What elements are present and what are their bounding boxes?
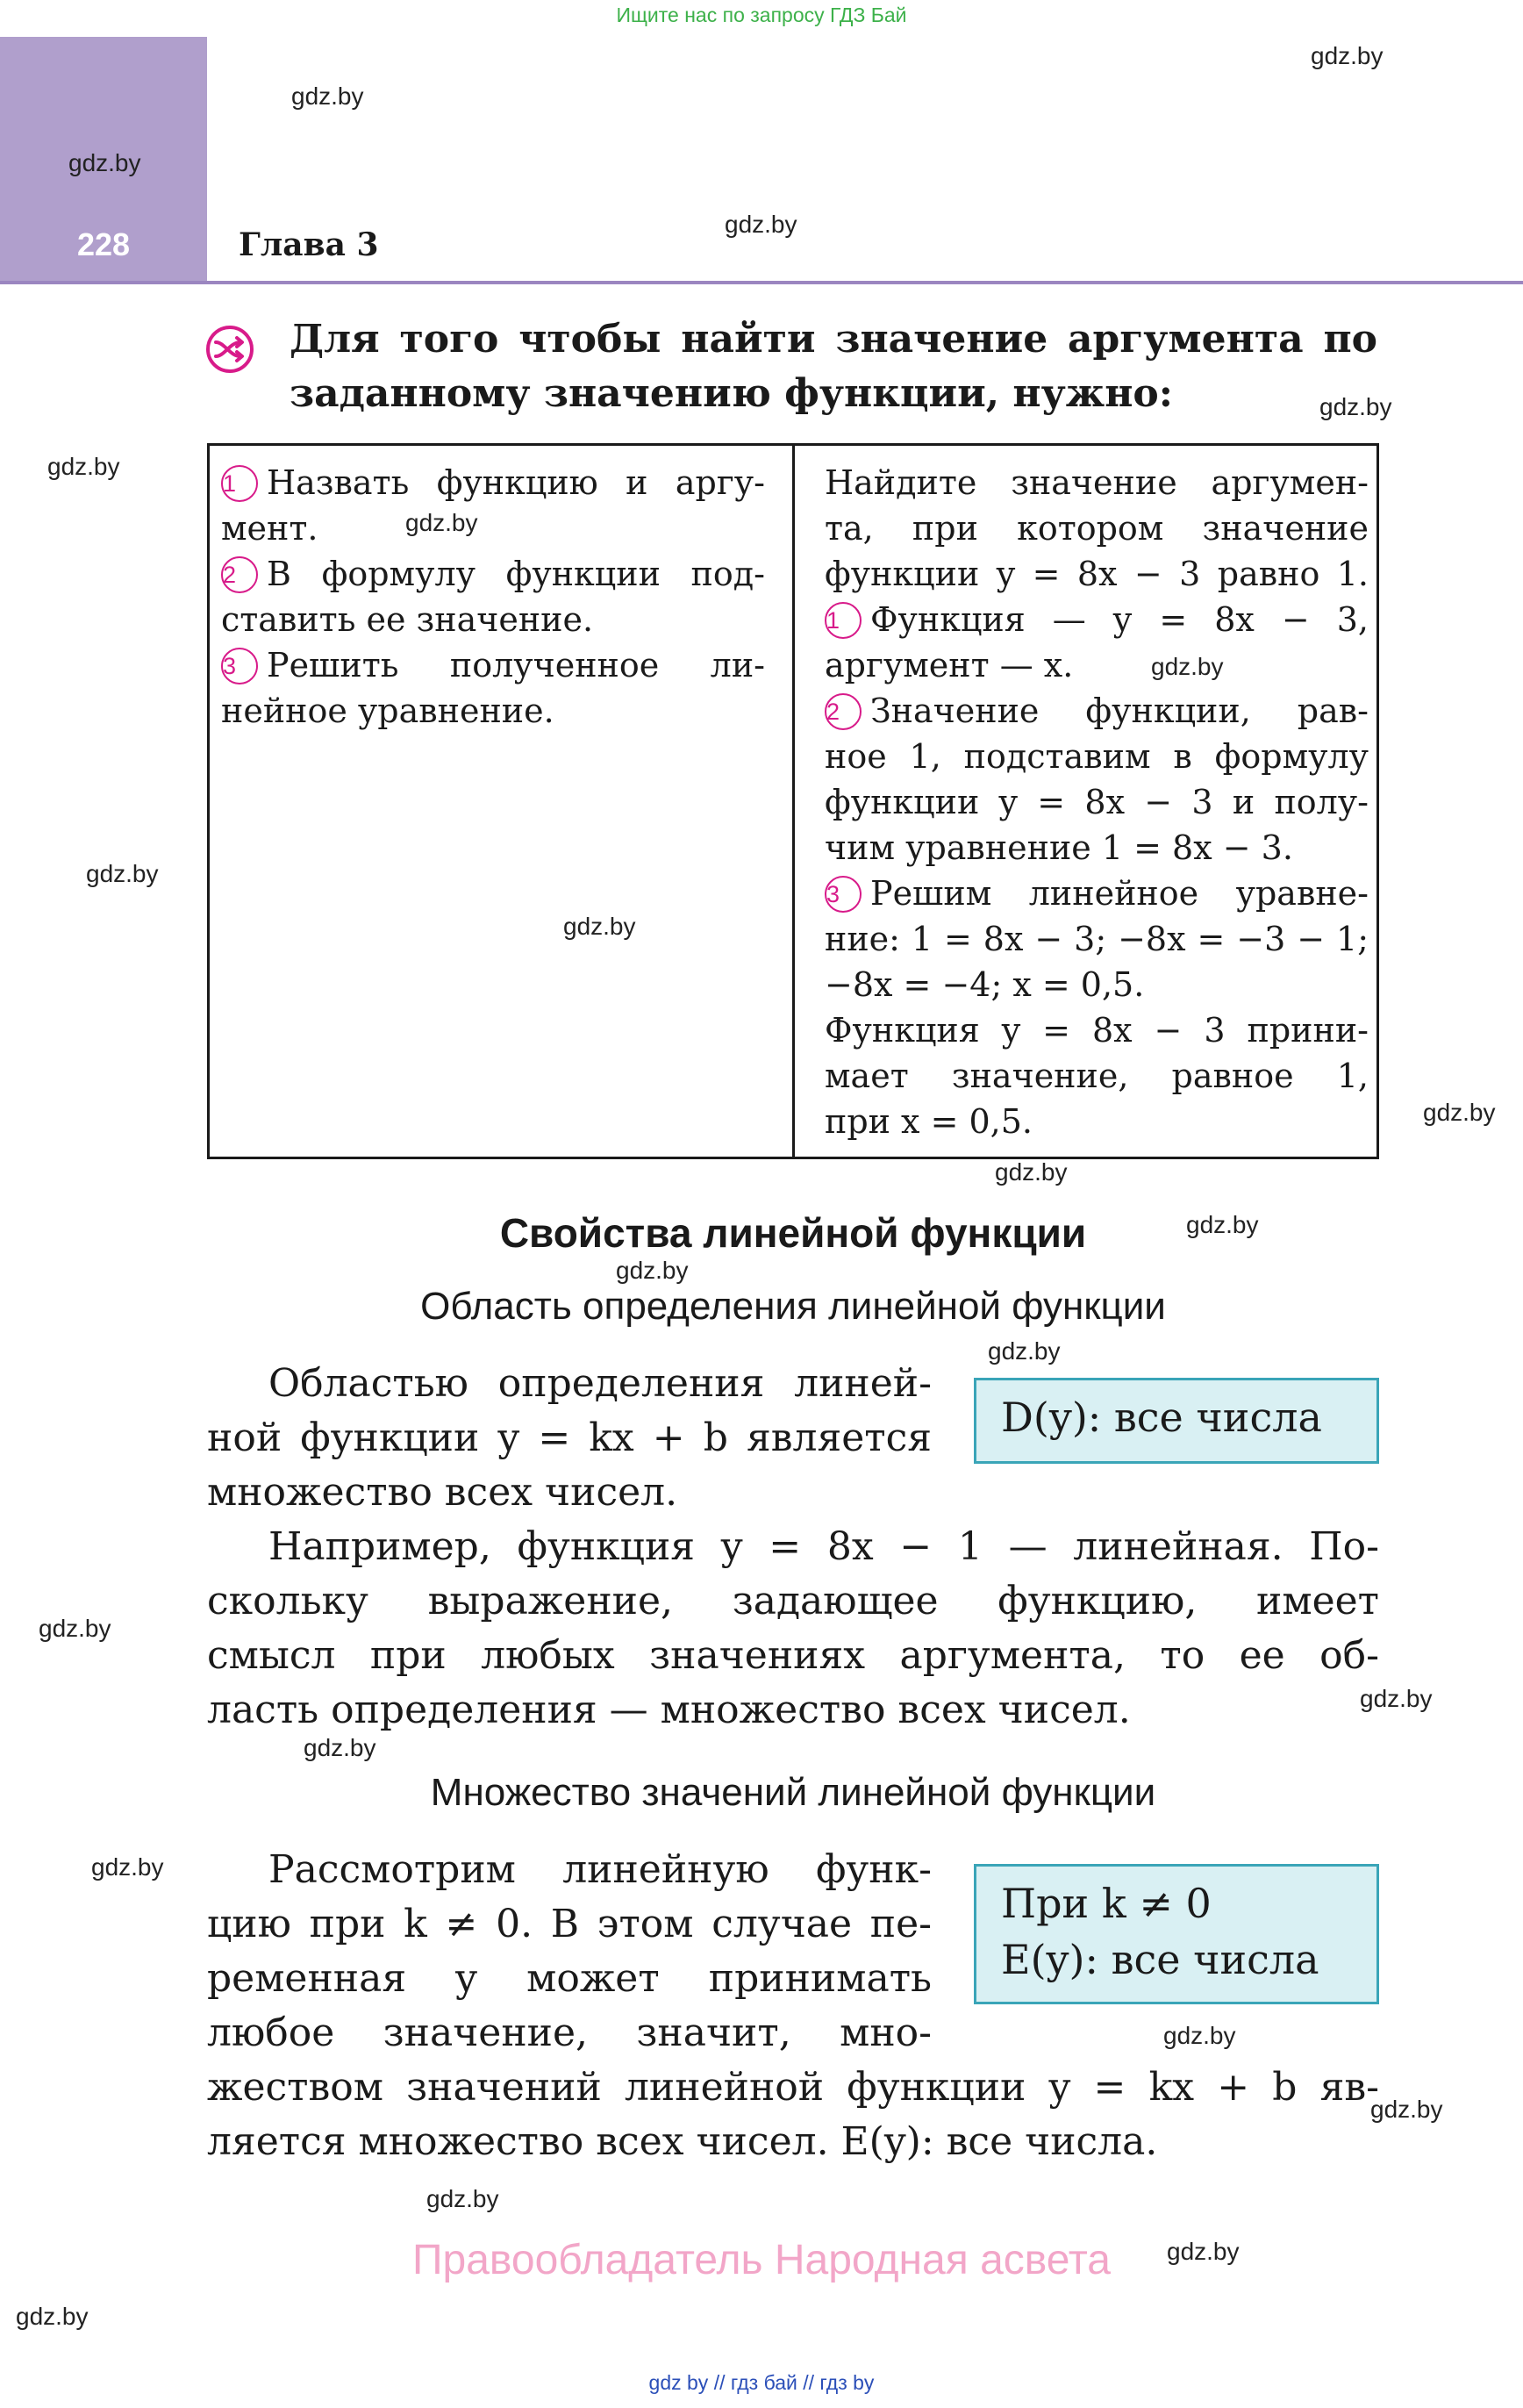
watermark: gdz.by bbox=[86, 860, 159, 887]
text-line: смысл при любых значениях аргумента, то ее об- bbox=[207, 1633, 1379, 1678]
example-line: −8x = −4; x = 0,5. bbox=[825, 965, 1145, 1004]
watermark: gdz.by bbox=[68, 149, 141, 176]
step-line: 3 Решить полученное ли- bbox=[223, 646, 765, 684]
text-line: ляется множество всех чисел. E(y): все числа. bbox=[207, 2119, 1158, 2164]
step-number-badge: 2 bbox=[825, 693, 862, 730]
step-number-badge: 2 bbox=[221, 556, 258, 593]
algorithm-steps-column bbox=[221, 460, 765, 734]
watermark: gdz.by bbox=[304, 1734, 376, 1761]
example-line: аргумент — x. bbox=[825, 646, 1074, 684]
watermark: gdz.by bbox=[1319, 393, 1392, 420]
text-line: Например, функция y = 8x − 1 — линейная. По- bbox=[268, 1524, 1379, 1569]
domain-paragraph bbox=[207, 1357, 932, 1520]
example-line: 1 Функция — y = 8x − 3, bbox=[826, 600, 1369, 639]
rule-title-line: заданному значению функции, нужно: bbox=[290, 371, 1173, 416]
step-number-badge: 3 bbox=[221, 648, 258, 684]
algorithm-table-divider bbox=[792, 443, 795, 1159]
example-line: ное 1, подставим в формулу bbox=[825, 737, 1369, 776]
watermark: gdz.by bbox=[47, 453, 120, 480]
copyright-notice: Правообладатель Народная асвета bbox=[412, 2237, 1111, 2283]
domain-summary-text: D(y): все числа bbox=[1001, 1394, 1322, 1441]
step-number-badge: 1 bbox=[221, 465, 258, 502]
example-line: чим уравнение 1 = 8x − 3. bbox=[825, 828, 1293, 867]
text-line: скольку выражение, задающее функцию, имеет bbox=[207, 1579, 1379, 1623]
step-line: нейное уравнение. bbox=[221, 692, 554, 730]
step-number-badge: 3 bbox=[825, 876, 862, 913]
watermark: gdz.by bbox=[725, 211, 797, 238]
step-line: 2 В формулу функции под- bbox=[223, 555, 765, 593]
text-line: ласть определения — множество всех чисел. bbox=[207, 1688, 1131, 1732]
watermark: gdz.by bbox=[405, 509, 478, 536]
watermark: gdz.by bbox=[1163, 2022, 1236, 2049]
watermark: gdz.by bbox=[988, 1337, 1061, 1365]
watermark: gdz.by bbox=[91, 1853, 164, 1881]
watermark: gdz.by bbox=[426, 2185, 499, 2212]
top-banner: Ищите нас по запросу ГДЗ Бай bbox=[616, 4, 907, 26]
step-line: мент. bbox=[221, 509, 318, 548]
subsection-heading-range: Множество значений линейной функции bbox=[430, 1771, 1156, 1814]
algorithm-example-column bbox=[825, 460, 1369, 1144]
rule-title-line: Для того чтобы найти значение аргумента по bbox=[290, 317, 1377, 362]
watermark: gdz.by bbox=[1370, 2096, 1443, 2123]
step-line: 1 Назвать функцию и аргу- bbox=[223, 463, 765, 502]
chapter-title: Глава 3 bbox=[239, 226, 379, 263]
footer-links[interactable]: gdz by // гдз бай // гдз by bbox=[648, 2371, 875, 2394]
example-line: та, при котором значение bbox=[825, 509, 1369, 548]
text-line: ной функции y = kx + b является bbox=[207, 1415, 932, 1460]
example-line: функции y = 8x − 3 и полу- bbox=[825, 783, 1369, 821]
range-summary-box bbox=[974, 1864, 1379, 2004]
example-line: Функция y = 8x − 3 прини- bbox=[825, 1011, 1369, 1050]
example-line: Найдите значение аргумен- bbox=[825, 463, 1369, 502]
watermark: gdz.by bbox=[1311, 42, 1384, 69]
watermark: gdz.by bbox=[563, 913, 636, 940]
watermark: gdz.by bbox=[1186, 1211, 1259, 1238]
example-line: мает значение, равное 1, bbox=[825, 1057, 1369, 1095]
section-heading: Свойства линейной функции bbox=[499, 1210, 1087, 1256]
example-line: при x = 0,5. bbox=[825, 1102, 1033, 1141]
range-summary-text: E(y): все числа bbox=[1001, 1936, 1319, 1983]
example-line: 3 Решим линейное уравне- bbox=[826, 874, 1369, 913]
example-line: ние: 1 = 8x − 3; −8x = −3 − 1; bbox=[825, 920, 1369, 958]
example-line: функции y = 8x − 3 равно 1. bbox=[825, 555, 1369, 593]
rule-title bbox=[290, 312, 1377, 421]
step-line: ставить ее значение. bbox=[221, 600, 594, 639]
text-line: ременная y может принимать bbox=[207, 1956, 932, 2001]
page-number: 228 bbox=[76, 226, 131, 262]
range-summary-condition: При k ≠ 0 bbox=[1001, 1880, 1212, 1927]
step-number-badge: 1 bbox=[825, 602, 862, 639]
watermark: gdz.by bbox=[39, 1615, 111, 1642]
text-line: любое значение, значит, мно- bbox=[207, 2010, 932, 2055]
text-line: Рассмотрим линейную функ- bbox=[268, 1847, 932, 1892]
watermark: gdz.by bbox=[1151, 653, 1224, 680]
watermark: gdz.by bbox=[616, 1257, 689, 1284]
subsection-heading-domain: Область определения линейной функции bbox=[420, 1285, 1166, 1328]
text-line: множество всех чисел. bbox=[207, 1470, 678, 1515]
text-line: Областью определения линей- bbox=[268, 1361, 932, 1406]
watermark: gdz.by bbox=[1423, 1099, 1496, 1126]
range-paragraph bbox=[207, 1843, 932, 2060]
text-line: жеством значений линейной функции y = kx + b яв- bbox=[207, 2065, 1379, 2110]
domain-summary-box bbox=[974, 1378, 1379, 1464]
example-line: 2 Значение функции, рав- bbox=[826, 692, 1369, 730]
header-divider bbox=[0, 281, 1523, 284]
algorithm-icon bbox=[205, 325, 254, 374]
domain-example-paragraph bbox=[207, 1520, 1379, 1738]
watermark: gdz.by bbox=[291, 82, 364, 110]
text-line: цию при k ≠ 0. В этом случае пе- bbox=[207, 1902, 932, 1946]
range-paragraph-continued bbox=[207, 2060, 1379, 2169]
watermark: gdz.by bbox=[1360, 1685, 1433, 1712]
watermark: gdz.by bbox=[1167, 2238, 1240, 2265]
watermark: gdz.by bbox=[16, 2303, 89, 2330]
watermark: gdz.by bbox=[995, 1158, 1068, 1186]
